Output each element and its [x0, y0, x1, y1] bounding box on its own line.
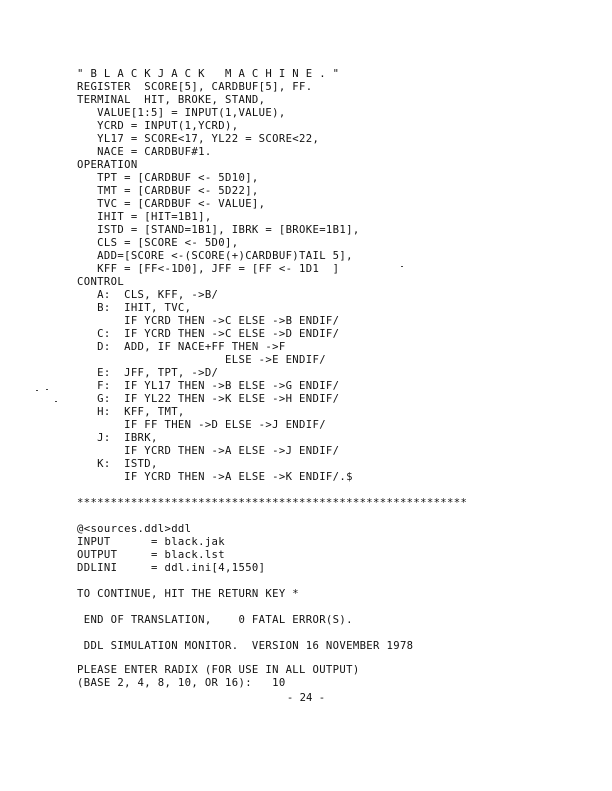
listing-line: NACE = CARDBUF#1. — [77, 146, 212, 158]
listing-line: G: IF YL22 THEN ->K ELSE ->H ENDIF/ — [77, 393, 340, 405]
scan-speck — [55, 401, 57, 402]
scan-speck — [46, 389, 48, 390]
listing-line: TPT = [CARDBUF <- 5D10], — [77, 172, 259, 184]
listing-line: B: IHIT, TVC, — [77, 302, 192, 314]
listing-line: IF FF THEN ->D ELSE ->J ENDIF/ — [77, 419, 326, 431]
console-line: INPUT = black.jak — [77, 536, 226, 548]
listing-line: CONTROL — [77, 276, 125, 288]
listing-line: ELSE ->E ENDIF/ — [77, 354, 326, 366]
listing-line: YCRD = INPUT(1,YCRD), — [77, 120, 239, 132]
listing-line: A: CLS, KFF, ->B/ — [77, 289, 219, 301]
listing-line: YL17 = SCORE<17, YL22 = SCORE<22, — [77, 133, 320, 145]
scan-speck — [401, 266, 403, 267]
listing-line: J: IBRK, — [77, 432, 158, 444]
listing-line: H: KFF, TMT, — [77, 406, 185, 418]
console-line: @<sources.ddl>ddl — [77, 523, 192, 535]
console-line: DDL SIMULATION MONITOR. VERSION 16 NOVEMBER 1978 — [77, 640, 414, 652]
console-line: DDLINI = ddl.ini[4,1550] — [77, 562, 266, 574]
listing-line: E: JFF, TPT, ->D/ — [77, 367, 219, 379]
listing-line: K: ISTD, — [77, 458, 158, 470]
listing-line: F: IF YL17 THEN ->B ELSE ->G ENDIF/ — [77, 380, 340, 392]
listing-line: ADD=[SCORE <-(SCORE(+)CARDBUF)TAIL 5], — [77, 250, 353, 262]
console-line: TO CONTINUE, HIT THE RETURN KEY * — [77, 588, 300, 600]
listing-line: REGISTER SCORE[5], CARDBUF[5], FF. — [77, 81, 313, 93]
listing-line: KFF = [FF<-1D0], JFF = [FF <- 1D1 ] — [77, 263, 340, 275]
listing-title-line: " B L A C K J A C K M A C H I N E . " — [77, 68, 340, 80]
console-line: END OF TRANSLATION, 0 FATAL ERROR(S). — [77, 614, 353, 626]
separator-line: ********************************************************** — [77, 497, 468, 509]
listing-line: D: ADD, IF NACE+FF THEN ->F — [77, 341, 286, 353]
listing-line: IF YCRD THEN ->A ELSE ->J ENDIF/ — [77, 445, 340, 457]
listing-line: TVC = [CARDBUF <- VALUE], — [77, 198, 266, 210]
console-line: (BASE 2, 4, 8, 10, OR 16): 10 — [77, 677, 286, 689]
console-line: PLEASE ENTER RADIX (FOR USE IN ALL OUTPUT) — [77, 664, 360, 676]
listing-line: C: IF YCRD THEN ->C ELSE ->D ENDIF/ — [77, 328, 340, 340]
page-number: - 24 - — [286, 692, 326, 704]
listing-line: TMT = [CARDBUF <- 5D22], — [77, 185, 259, 197]
listing-line: IHIT = [HIT=1B1], — [77, 211, 212, 223]
listing-line: OPERATION — [77, 159, 138, 171]
console-line: OUTPUT = black.lst — [77, 549, 226, 561]
listing-line: ISTD = [STAND=1B1], IBRK = [BROKE=1B1], — [77, 224, 360, 236]
listing-line: IF YCRD THEN ->A ELSE ->K ENDIF/.$ — [77, 471, 353, 483]
listing-line: TERMINAL HIT, BROKE, STAND, — [77, 94, 266, 106]
listing-line: VALUE[1:5] = INPUT(1,VALUE), — [77, 107, 286, 119]
listing-line: CLS = [SCORE <- 5D0], — [77, 237, 239, 249]
scan-speck — [36, 390, 38, 391]
listing-line: IF YCRD THEN ->C ELSE ->B ENDIF/ — [77, 315, 340, 327]
